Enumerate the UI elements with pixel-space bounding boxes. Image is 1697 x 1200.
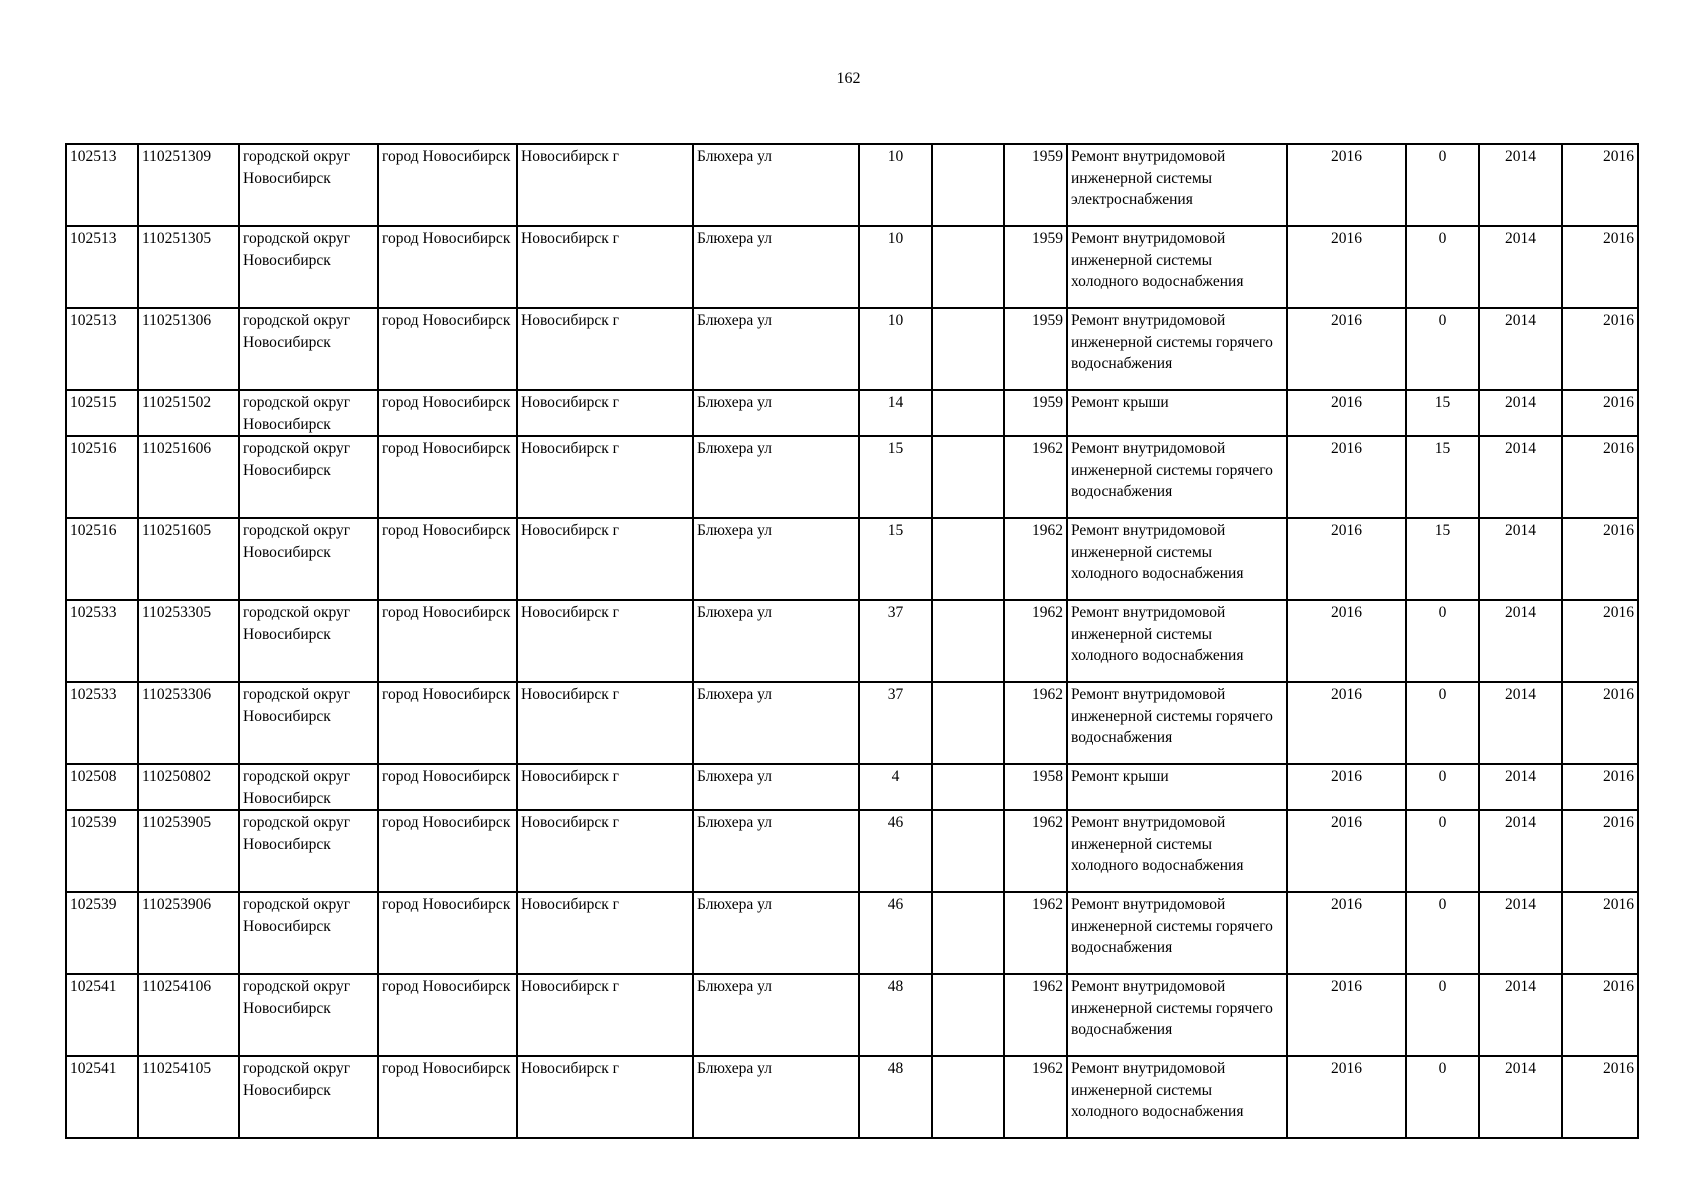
object-code-cell: 110251306 bbox=[138, 308, 239, 390]
table-row bbox=[66, 974, 1638, 1056]
table-row bbox=[66, 892, 1638, 974]
street-cell: Блюхера ул bbox=[693, 308, 859, 390]
table-row bbox=[66, 682, 1638, 764]
house-number-cell: 10 bbox=[859, 308, 932, 390]
record-id-cell: 102541 bbox=[66, 974, 138, 1056]
table-row bbox=[66, 144, 1638, 226]
work-type-cell: Ремонт внутридомовой инженерной системы холодного водоснабжения bbox=[1067, 600, 1287, 682]
street-cell: Блюхера ул bbox=[693, 892, 859, 974]
record-id-cell: 102539 bbox=[66, 810, 138, 892]
object-code-cell: 110251305 bbox=[138, 226, 239, 308]
street-cell: Блюхера ул bbox=[693, 144, 859, 226]
street-cell: Блюхера ул bbox=[693, 436, 859, 518]
record-id-cell: 102533 bbox=[66, 682, 138, 764]
period-start-cell: 2014 bbox=[1479, 308, 1562, 390]
work-type-cell: Ремонт крыши bbox=[1067, 390, 1287, 436]
street-cell: Блюхера ул bbox=[693, 682, 859, 764]
table-row bbox=[66, 226, 1638, 308]
municipal-district-cell: городской округ Новосибирск bbox=[239, 892, 378, 974]
planned-year-cell: 2016 bbox=[1287, 810, 1406, 892]
building-cell bbox=[932, 682, 1004, 764]
period-start-cell: 2014 bbox=[1479, 144, 1562, 226]
object-code-cell: 110254106 bbox=[138, 974, 239, 1056]
street-cell: Блюхера ул bbox=[693, 764, 859, 810]
wear-cell: 15 bbox=[1406, 390, 1479, 436]
record-id-cell: 102539 bbox=[66, 892, 138, 974]
locality-cell: Новосибирск г bbox=[517, 600, 693, 682]
building-cell bbox=[932, 436, 1004, 518]
settlement-cell: город Новосибирск bbox=[378, 226, 517, 308]
object-code-cell: 110253906 bbox=[138, 892, 239, 974]
period-start-cell: 2014 bbox=[1479, 226, 1562, 308]
work-type-cell: Ремонт внутридомовой инженерной системы горячего водоснабжения bbox=[1067, 436, 1287, 518]
building-cell bbox=[932, 892, 1004, 974]
period-end-cell: 2016 bbox=[1562, 308, 1638, 390]
period-start-cell: 2014 bbox=[1479, 974, 1562, 1056]
locality-cell: Новосибирск г bbox=[517, 682, 693, 764]
planned-year-cell: 2016 bbox=[1287, 682, 1406, 764]
period-end-cell: 2016 bbox=[1562, 892, 1638, 974]
construction-year-cell: 1959 bbox=[1004, 390, 1067, 436]
work-type-cell: Ремонт внутридомовой инженерной системы холодного водоснабжения bbox=[1067, 226, 1287, 308]
table-row bbox=[66, 436, 1638, 518]
municipal-district-cell: городской округ Новосибирск bbox=[239, 436, 378, 518]
period-start-cell: 2014 bbox=[1479, 600, 1562, 682]
building-cell bbox=[932, 308, 1004, 390]
planned-year-cell: 2016 bbox=[1287, 390, 1406, 436]
locality-cell: Новосибирск г bbox=[517, 974, 693, 1056]
house-number-cell: 48 bbox=[859, 1056, 932, 1138]
construction-year-cell: 1962 bbox=[1004, 810, 1067, 892]
planned-year-cell: 2016 bbox=[1287, 226, 1406, 308]
building-cell bbox=[932, 144, 1004, 226]
street-cell: Блюхера ул bbox=[693, 518, 859, 600]
building-cell bbox=[932, 810, 1004, 892]
period-end-cell: 2016 bbox=[1562, 1056, 1638, 1138]
settlement-cell: город Новосибирск bbox=[378, 600, 517, 682]
table-row bbox=[66, 518, 1638, 600]
construction-year-cell: 1962 bbox=[1004, 600, 1067, 682]
object-code-cell: 110253306 bbox=[138, 682, 239, 764]
object-code-cell: 110251502 bbox=[138, 390, 239, 436]
construction-year-cell: 1962 bbox=[1004, 436, 1067, 518]
object-code-cell: 110250802 bbox=[138, 764, 239, 810]
record-id-cell: 102541 bbox=[66, 1056, 138, 1138]
table-row bbox=[66, 308, 1638, 390]
municipal-district-cell: городской округ Новосибирск bbox=[239, 144, 378, 226]
registry-table-body bbox=[66, 144, 1638, 1138]
period-end-cell: 2016 bbox=[1562, 764, 1638, 810]
work-type-cell: Ремонт внутридомовой инженерной системы горячего водоснабжения bbox=[1067, 682, 1287, 764]
period-end-cell: 2016 bbox=[1562, 810, 1638, 892]
settlement-cell: город Новосибирск bbox=[378, 436, 517, 518]
work-type-cell: Ремонт внутридомовой инженерной системы электроснабжения bbox=[1067, 144, 1287, 226]
locality-cell: Новосибирск г bbox=[517, 764, 693, 810]
record-id-cell: 102513 bbox=[66, 144, 138, 226]
wear-cell: 0 bbox=[1406, 810, 1479, 892]
record-id-cell: 102508 bbox=[66, 764, 138, 810]
locality-cell: Новосибирск г bbox=[517, 1056, 693, 1138]
municipal-district-cell: городской округ Новосибирск bbox=[239, 226, 378, 308]
house-number-cell: 4 bbox=[859, 764, 932, 810]
period-start-cell: 2014 bbox=[1479, 1056, 1562, 1138]
street-cell: Блюхера ул bbox=[693, 974, 859, 1056]
period-end-cell: 2016 bbox=[1562, 436, 1638, 518]
building-cell bbox=[932, 1056, 1004, 1138]
period-start-cell: 2014 bbox=[1479, 682, 1562, 764]
registry-table bbox=[65, 143, 1639, 1139]
settlement-cell: город Новосибирск bbox=[378, 518, 517, 600]
record-id-cell: 102513 bbox=[66, 308, 138, 390]
settlement-cell: город Новосибирск bbox=[378, 1056, 517, 1138]
period-start-cell: 2014 bbox=[1479, 892, 1562, 974]
house-number-cell: 46 bbox=[859, 892, 932, 974]
settlement-cell: город Новосибирск bbox=[378, 974, 517, 1056]
wear-cell: 0 bbox=[1406, 308, 1479, 390]
street-cell: Блюхера ул bbox=[693, 600, 859, 682]
work-type-cell: Ремонт внутридомовой инженерной системы горячего водоснабжения bbox=[1067, 974, 1287, 1056]
planned-year-cell: 2016 bbox=[1287, 1056, 1406, 1138]
settlement-cell: город Новосибирск bbox=[378, 892, 517, 974]
locality-cell: Новосибирск г bbox=[517, 518, 693, 600]
construction-year-cell: 1958 bbox=[1004, 764, 1067, 810]
settlement-cell: город Новосибирск bbox=[378, 390, 517, 436]
period-end-cell: 2016 bbox=[1562, 518, 1638, 600]
building-cell bbox=[932, 226, 1004, 308]
municipal-district-cell: городской округ Новосибирск bbox=[239, 810, 378, 892]
locality-cell: Новосибирск г bbox=[517, 226, 693, 308]
locality-cell: Новосибирск г bbox=[517, 810, 693, 892]
wear-cell: 0 bbox=[1406, 764, 1479, 810]
wear-cell: 0 bbox=[1406, 892, 1479, 974]
construction-year-cell: 1959 bbox=[1004, 144, 1067, 226]
building-cell bbox=[932, 390, 1004, 436]
planned-year-cell: 2016 bbox=[1287, 518, 1406, 600]
period-start-cell: 2014 bbox=[1479, 764, 1562, 810]
construction-year-cell: 1959 bbox=[1004, 308, 1067, 390]
period-start-cell: 2014 bbox=[1479, 518, 1562, 600]
period-start-cell: 2014 bbox=[1479, 436, 1562, 518]
planned-year-cell: 2016 bbox=[1287, 144, 1406, 226]
wear-cell: 0 bbox=[1406, 682, 1479, 764]
settlement-cell: город Новосибирск bbox=[378, 810, 517, 892]
street-cell: Блюхера ул bbox=[693, 1056, 859, 1138]
locality-cell: Новосибирск г bbox=[517, 144, 693, 226]
object-code-cell: 110254105 bbox=[138, 1056, 239, 1138]
locality-cell: Новосибирск г bbox=[517, 308, 693, 390]
municipal-district-cell: городской округ Новосибирск bbox=[239, 600, 378, 682]
settlement-cell: город Новосибирск bbox=[378, 764, 517, 810]
wear-cell: 0 bbox=[1406, 974, 1479, 1056]
wear-cell: 15 bbox=[1406, 436, 1479, 518]
settlement-cell: город Новосибирск bbox=[378, 308, 517, 390]
record-id-cell: 102513 bbox=[66, 226, 138, 308]
wear-cell: 15 bbox=[1406, 518, 1479, 600]
locality-cell: Новосибирск г bbox=[517, 892, 693, 974]
table-row bbox=[66, 764, 1638, 810]
wear-cell: 0 bbox=[1406, 1056, 1479, 1138]
object-code-cell: 110251309 bbox=[138, 144, 239, 226]
object-code-cell: 110253305 bbox=[138, 600, 239, 682]
construction-year-cell: 1962 bbox=[1004, 1056, 1067, 1138]
house-number-cell: 10 bbox=[859, 144, 932, 226]
record-id-cell: 102515 bbox=[66, 390, 138, 436]
planned-year-cell: 2016 bbox=[1287, 436, 1406, 518]
work-type-cell: Ремонт внутридомовой инженерной системы холодного водоснабжения bbox=[1067, 518, 1287, 600]
period-end-cell: 2016 bbox=[1562, 682, 1638, 764]
building-cell bbox=[932, 974, 1004, 1056]
planned-year-cell: 2016 bbox=[1287, 308, 1406, 390]
period-end-cell: 2016 bbox=[1562, 144, 1638, 226]
period-end-cell: 2016 bbox=[1562, 600, 1638, 682]
planned-year-cell: 2016 bbox=[1287, 974, 1406, 1056]
locality-cell: Новосибирск г bbox=[517, 436, 693, 518]
object-code-cell: 110251605 bbox=[138, 518, 239, 600]
work-type-cell: Ремонт крыши bbox=[1067, 764, 1287, 810]
work-type-cell: Ремонт внутридомовой инженерной системы горячего водоснабжения bbox=[1067, 308, 1287, 390]
table-row bbox=[66, 810, 1638, 892]
work-type-cell: Ремонт внутридомовой инженерной системы холодного водоснабжения bbox=[1067, 810, 1287, 892]
work-type-cell: Ремонт внутридомовой инженерной системы горячего водоснабжения bbox=[1067, 892, 1287, 974]
record-id-cell: 102516 bbox=[66, 518, 138, 600]
table-row bbox=[66, 390, 1638, 436]
period-start-cell: 2014 bbox=[1479, 390, 1562, 436]
period-end-cell: 2016 bbox=[1562, 390, 1638, 436]
house-number-cell: 37 bbox=[859, 600, 932, 682]
table-row bbox=[66, 600, 1638, 682]
construction-year-cell: 1962 bbox=[1004, 974, 1067, 1056]
municipal-district-cell: городской округ Новосибирск bbox=[239, 974, 378, 1056]
wear-cell: 0 bbox=[1406, 226, 1479, 308]
building-cell bbox=[932, 764, 1004, 810]
work-type-cell: Ремонт внутридомовой инженерной системы холодного водоснабжения bbox=[1067, 1056, 1287, 1138]
construction-year-cell: 1962 bbox=[1004, 892, 1067, 974]
page-number: 162 bbox=[836, 70, 861, 87]
construction-year-cell: 1959 bbox=[1004, 226, 1067, 308]
house-number-cell: 48 bbox=[859, 974, 932, 1056]
construction-year-cell: 1962 bbox=[1004, 518, 1067, 600]
house-number-cell: 46 bbox=[859, 810, 932, 892]
municipal-district-cell: городской округ Новосибирск bbox=[239, 518, 378, 600]
street-cell: Блюхера ул bbox=[693, 810, 859, 892]
construction-year-cell: 1962 bbox=[1004, 682, 1067, 764]
municipal-district-cell: городской округ Новосибирск bbox=[239, 1056, 378, 1138]
wear-cell: 0 bbox=[1406, 144, 1479, 226]
house-number-cell: 15 bbox=[859, 436, 932, 518]
house-number-cell: 10 bbox=[859, 226, 932, 308]
planned-year-cell: 2016 bbox=[1287, 764, 1406, 810]
period-start-cell: 2014 bbox=[1479, 810, 1562, 892]
locality-cell: Новосибирск г bbox=[517, 390, 693, 436]
table-row bbox=[66, 1056, 1638, 1138]
planned-year-cell: 2016 bbox=[1287, 600, 1406, 682]
municipal-district-cell: городской округ Новосибирск bbox=[239, 390, 378, 436]
period-end-cell: 2016 bbox=[1562, 974, 1638, 1056]
settlement-cell: город Новосибирск bbox=[378, 682, 517, 764]
wear-cell: 0 bbox=[1406, 600, 1479, 682]
municipal-district-cell: городской округ Новосибирск bbox=[239, 308, 378, 390]
house-number-cell: 37 bbox=[859, 682, 932, 764]
settlement-cell: город Новосибирск bbox=[378, 144, 517, 226]
house-number-cell: 14 bbox=[859, 390, 932, 436]
house-number-cell: 15 bbox=[859, 518, 932, 600]
building-cell bbox=[932, 518, 1004, 600]
period-end-cell: 2016 bbox=[1562, 226, 1638, 308]
record-id-cell: 102533 bbox=[66, 600, 138, 682]
object-code-cell: 110251606 bbox=[138, 436, 239, 518]
building-cell bbox=[932, 600, 1004, 682]
municipal-district-cell: городской округ Новосибирск bbox=[239, 682, 378, 764]
planned-year-cell: 2016 bbox=[1287, 892, 1406, 974]
street-cell: Блюхера ул bbox=[693, 226, 859, 308]
street-cell: Блюхера ул bbox=[693, 390, 859, 436]
record-id-cell: 102516 bbox=[66, 436, 138, 518]
municipal-district-cell: городской округ Новосибирск bbox=[239, 764, 378, 810]
object-code-cell: 110253905 bbox=[138, 810, 239, 892]
